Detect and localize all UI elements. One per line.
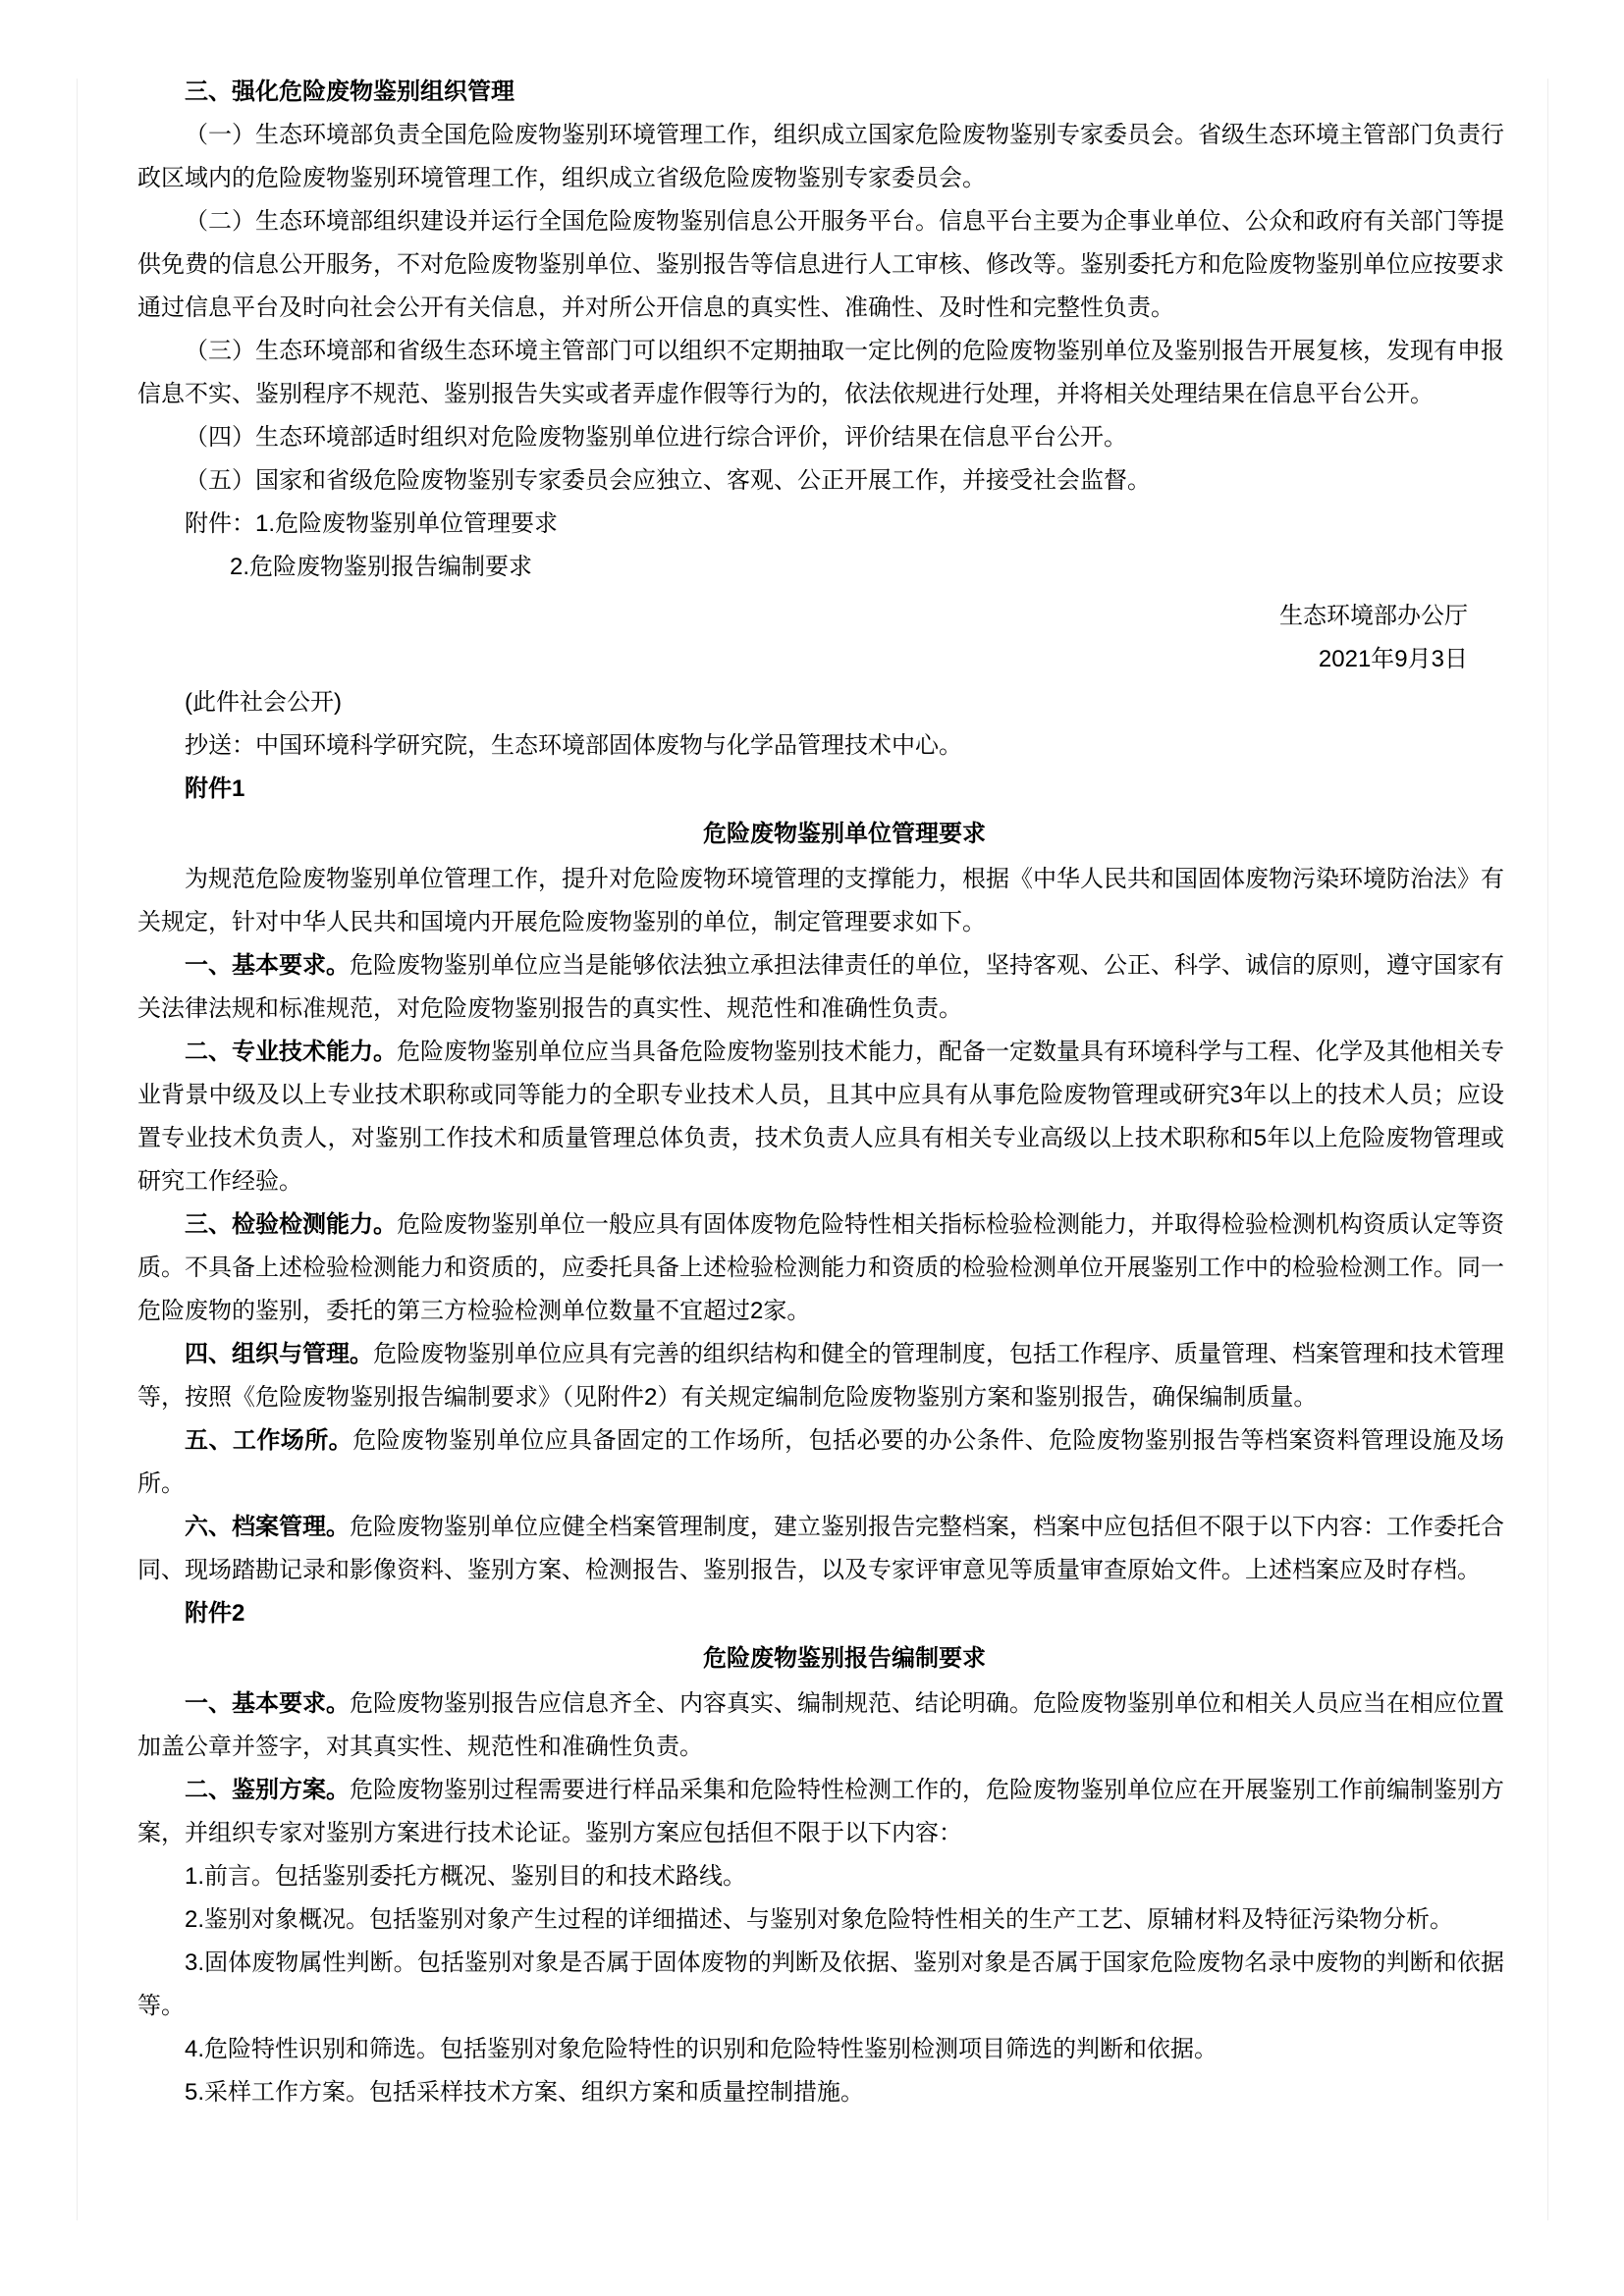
attachments-list-line1: 附件：1.危险废物鉴别单位管理要求 — [185, 510, 559, 537]
attachment2-sub-item: 5.采样工作方案。包括采样技术方案、组织方案和质量控制措施。 — [185, 2079, 865, 2106]
attachment1-item-lead: 二、专业技术能力。 — [185, 1039, 397, 1065]
section3-paragraph: （四）生态环境部适时组织对危险废物鉴别单位进行综合评价，评价结果在信息平台公开。 — [185, 424, 1127, 451]
attachment1-item-lead: 四、组织与管理。 — [185, 1341, 373, 1367]
attachment1-title: 危险废物鉴别单位管理要求 — [703, 821, 986, 847]
attachment2-sub-items — [137, 1855, 1504, 2114]
attachment1-item-lead: 五、工作场所。 — [185, 1427, 353, 1454]
attachment2-label: 附件2 — [185, 1600, 245, 1627]
attachment1-item — [137, 1333, 1504, 1419]
attachment1-item — [137, 1419, 1504, 1506]
attachment2-item-lead: 二、鉴别方案。 — [185, 1777, 350, 1803]
attachment1-item-lead: 三、检验检测能力。 — [185, 1211, 397, 1238]
document-page — [77, 79, 1548, 2220]
section3-paragraph: （一）生态环境部负责全国危险废物鉴别环境管理工作，组织成立国家危险废物鉴别专家委员会。省级生态环境主管部门负责行政区域内的危险废物鉴别环境管理工作，组织成立省级危险废物鉴别专家委员会。 — [137, 122, 1504, 191]
attachments-list-line2: 2.危险废物鉴别报告编制要求 — [230, 554, 533, 580]
issuer: 生态环境部办公厅 — [1279, 603, 1468, 629]
attachment2-items — [137, 1682, 1504, 1855]
attachment2-item-text: 危险废物鉴别报告应信息齐全、内容真实、编制规范、结论明确。危险废物鉴别单位和相关人员应当在相应位置加盖公章并签字，对其真实性、规范性和准确性负责。 — [137, 1690, 1504, 1760]
attachment1-item-lead: 一、基本要求。 — [185, 952, 350, 979]
attachment1-label: 附件1 — [185, 775, 245, 802]
section3-paragraph: （三）生态环境部和省级生态环境主管部门可以组织不定期抽取一定比例的危险废物鉴别单位及鉴别报告开展复核，发现有申报信息不实、鉴别程序不规范、鉴别报告失实或者弄虚作假等行为的，依法依规进行处理，并将相关处理结果在信息平台公开。 — [137, 338, 1504, 407]
attachment2-item — [137, 1682, 1504, 1769]
attachment1-item-text: 危险废物鉴别单位应具有完善的组织结构和健全的管理制度，包括工作程序、质量管理、档案管理和技术管理等，按照《危险废物鉴别报告编制要求》（见附件2）有关规定编制危险废物鉴别方案和鉴别报告，确保编制质量。 — [137, 1341, 1504, 1411]
attachment1-item-lead: 六、档案管理。 — [185, 1514, 350, 1540]
attachment2-sub-item: 1.前言。包括鉴别委托方概况、鉴别目的和技术路线。 — [185, 1863, 747, 1890]
attachment1-item-text: 危险废物鉴别单位应健全档案管理制度，建立鉴别报告完整档案，档案中应包括但不限于以下内容：工作委托合同、现场踏勘记录和影像资料、鉴别方案、检测报告、鉴别报告，以及专家评审意见等质量审查原始文件。上述档案应及时存档。 — [137, 1514, 1504, 1583]
attachment2-item-text: 危险废物鉴别过程需要进行样品采集和危险特性检测工作的，危险废物鉴别单位应在开展鉴别工作前编制鉴别方案，并组织专家对鉴别方案进行技术论证。鉴别方案应包括但不限于以下内容： — [137, 1777, 1504, 1846]
section3-paragraphs — [137, 114, 1504, 503]
public-note: (此件社会公开) — [185, 689, 342, 716]
attachment1-item — [137, 1203, 1504, 1333]
attachment2-sub-item: 4.危险特性识别和筛选。包括鉴别对象危险特性的识别和危险特性鉴别检测项目筛选的判断和依据。 — [185, 2036, 1218, 2062]
section3-paragraph: （二）生态环境部组织建设并运行全国危险废物鉴别信息公开服务平台。信息平台主要为企事业单位、公众和政府有关部门等提供免费的信息公开服务，不对危险废物鉴别单位、鉴别报告等信息进行人工审核、修改等。鉴别委托方和危险废物鉴别单位应按要求通过信息平台及时向社会公开有关信息，并对所公开信息的真实性、准确性、及时性和完整性负责。 — [137, 208, 1504, 321]
attachment2-item — [137, 1769, 1504, 1855]
attachment2-item-lead: 一、基本要求。 — [185, 1690, 350, 1717]
section-heading: 三、强化危险废物鉴别组织管理 — [185, 79, 514, 105]
attachment1-item-text: 危险废物鉴别单位应当具备危险废物鉴别技术能力，配备一定数量具有环境科学与工程、化学及其他相关专业背景中级及以上专业技术职称或同等能力的全职专业技术人员，且其中应具有从事危险废物管理或研究3年以上的技术人员；应设置专业技术负责人，对鉴别工作技术和质量管理总体负责，技术负责人应具有相关专业高级以上技术职称和5年以上危险废物管理或研究工作经验。 — [137, 1039, 1504, 1195]
attachment2-sub-item: 3.固体废物属性判断。包括鉴别对象是否属于固体废物的判断及依据、鉴别对象是否属于国家危险废物名录中废物的判断和依据等。 — [137, 1949, 1504, 2019]
attachment1-item — [137, 1031, 1504, 1203]
attachment2-sub-item: 2.鉴别对象概况。包括鉴别对象产生过程的详细描述、与鉴别对象危险特性相关的生产工艺、原辅材料及特征污染物分析。 — [185, 1906, 1454, 1933]
cc-note: 抄送：中国环境科学研究院，生态环境部固体废物与化学品管理技术中心。 — [185, 732, 962, 759]
attachment1-item — [137, 1506, 1504, 1592]
attachment1-item-text: 危险废物鉴别单位应当是能够依法独立承担法律责任的单位，坚持客观、公正、科学、诚信的原则，遵守国家有关法律法规和标准规范，对危险废物鉴别报告的真实性、规范性和准确性负责。 — [137, 952, 1504, 1022]
attachment1-item — [137, 944, 1504, 1031]
attachment1-item-text: 危险废物鉴别单位应具备固定的工作场所，包括必要的办公条件、危险废物鉴别报告等档案资料管理设施及场所。 — [137, 1427, 1505, 1497]
attachment1-items — [137, 944, 1504, 1592]
attachment2-title: 危险废物鉴别报告编制要求 — [703, 1645, 986, 1672]
section3-paragraph: （五）国家和省级危险废物鉴别专家委员会应独立、客观、公正开展工作，并接受社会监督。 — [185, 467, 1151, 494]
issue-date: 2021年9月3日 — [1318, 646, 1468, 672]
document-content — [137, 71, 1504, 2114]
signoff-block — [137, 595, 1504, 681]
attachment1-item-text: 危险废物鉴别单位一般应具有固体废物危险特性相关指标检验检测能力，并取得检验检测机构资质认定等资质。不具备上述检验检测能力和资质的，应委托具备上述检验检测能力和资质的检验检测单位开展鉴别工作中的检验检测工作。同一危险废物的鉴别，委托的第三方检验检测单位数量不宜超过2家。 — [137, 1211, 1504, 1324]
attachment1-intro: 为规范危险废物鉴别单位管理工作，提升对危险废物环境管理的支撑能力，根据《中华人民共和国固体废物污染环境防治法》有关规定，针对中华人民共和国境内开展危险废物鉴别的单位，制定管理要求如下。 — [137, 866, 1504, 935]
